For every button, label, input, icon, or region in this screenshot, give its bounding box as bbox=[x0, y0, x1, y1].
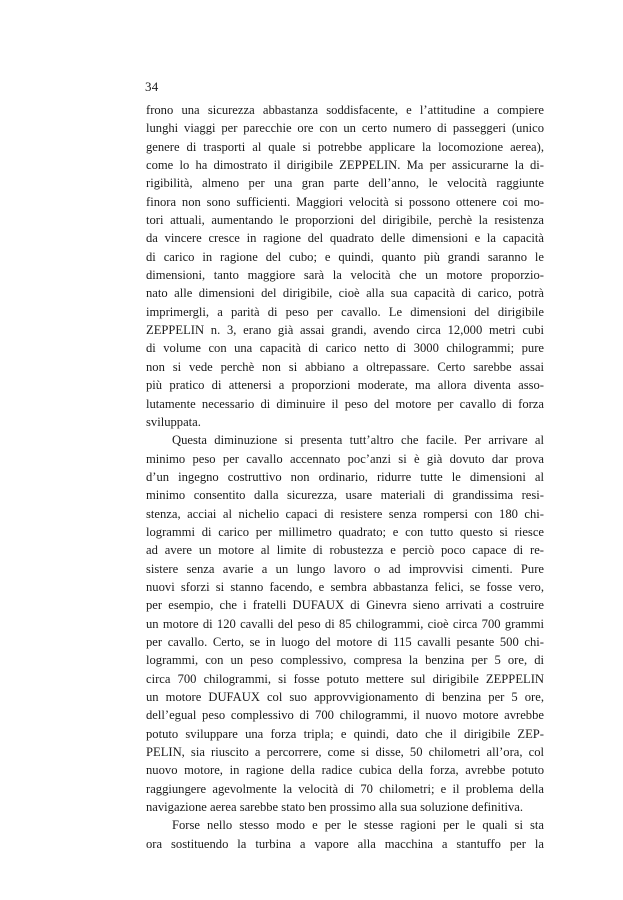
text-line: PELIN, sia riuscito a percorrere, come si disse, 50 chilometri all’ora, col bbox=[146, 745, 544, 760]
text-line: navigazione aerea sarebbe stato ben prossimo alla sua soluzione definitiva. bbox=[146, 800, 523, 815]
text-line: logrammi di carico per millimetro quadrato; e con tutto questo si riesce bbox=[146, 524, 544, 539]
text-line: stenza, acciai al nichelio capaci di resistere senza rompersi con 180 chi- bbox=[146, 506, 544, 521]
text-line: sistere senza avarie a un lungo lavoro o ad improvvisi cimenti. Pure bbox=[146, 561, 544, 576]
text-line: non si vede perchè non si abbiano a oltrepassare. Certo sarebbe assai bbox=[146, 359, 544, 374]
text-line: Questa diminuzione si presenta tutt’altro che facile. Per arrivare al bbox=[172, 433, 544, 448]
text-line: circa 700 chilogrammi, si fosse potuto mettere sul dirigibile ZEPPELIN bbox=[146, 671, 544, 686]
text-line: di carico in ragione del cubo; e quindi, quanto più grandi saranno le bbox=[146, 249, 544, 264]
text-line: come lo ha dimostrato il dirigibile ZEPPELIN. Ma per assicurarne la di- bbox=[146, 158, 544, 173]
text-line: da vincere cresce in ragione del quadrato delle dimensioni e la capacità bbox=[146, 231, 544, 246]
text-line: logrammi, con un peso complessivo, compresa la benzina per 5 ore, di bbox=[146, 653, 544, 668]
text-line: di volume con una capacità di carico netto di 3000 chilogrammi; pure bbox=[146, 341, 544, 356]
text-line: dimensioni, tanto maggiore sarà la velocità che un motore proporzio- bbox=[146, 268, 544, 283]
text-line: nuovo motore, in ragione della radice cubica della forza, avrebbe potuto bbox=[146, 763, 544, 778]
text-line: un motore di 120 cavalli del peso di 85 chilogrammi, cioè circa 700 grammi bbox=[146, 616, 544, 631]
text-line: d’un ingegno costruttivo non ordinario, ridurre tutte le dimensioni al bbox=[146, 469, 544, 484]
text-line: ad avere un motore al limite di robustezza e perciò poco capace di re- bbox=[146, 543, 544, 558]
text-line: raggiungere agevolmente la velocità di 70 chilometri; e il problema della bbox=[146, 781, 544, 796]
text-line: ora sostituendo la turbina a vapore alla macchina a stantuffo per la bbox=[146, 836, 544, 851]
text-line: nato alle dimensioni del dirigibile, cioè alla sua capacità di carico, potrà bbox=[146, 286, 544, 301]
text-line: più pratico di attenersi a proporzioni moderate, ma allora diventa asso- bbox=[146, 378, 544, 393]
text-line: Forse nello stesso modo e per le stesse ragioni per le quali si sta bbox=[172, 818, 544, 833]
text-line: per esempio, che i fratelli DUFAUX di Ginevra sieno arrivati a costruire bbox=[146, 598, 544, 613]
text-line: tori attuali, aumentando le proporzioni del dirigibile, perchè la resistenza bbox=[146, 213, 544, 228]
text-line: potuto sviluppare una forza tripla; e quindi, dato che il dirigibile ZEP- bbox=[146, 726, 544, 741]
text-line: lunghi viaggi per parecchie ore con un certo numero di passeggeri (unico bbox=[146, 121, 544, 136]
text-line: sviluppata. bbox=[146, 414, 201, 429]
text-line: ZEPPELIN n. 3, erano già assai grandi, avendo circa 12,000 metri cubi bbox=[146, 323, 544, 338]
page-number: 34 bbox=[145, 79, 159, 94]
text-line: imprimergli, a parità di peso per cavallo. Le dimensioni del dirigibile bbox=[146, 304, 544, 319]
text-line: genere di trasporti al quale si potrebbe applicare la locomozione aerea), bbox=[146, 139, 544, 154]
text-line: dell’egual peso complessivo di 700 chilogrammi, il nuovo motore avrebbe bbox=[146, 708, 544, 723]
text-line: rigibilità, almeno per una gran parte dell’anno, le velocità raggiunte bbox=[146, 176, 544, 191]
body-text bbox=[146, 101, 544, 853]
text-line: un motore DUFAUX col suo approvvigionamento di benzina per 5 ore, bbox=[146, 690, 544, 704]
text-line: finora non sono sufficienti. Maggiori velocità si possono ottenere coi mo- bbox=[146, 194, 544, 209]
text-line: lutamente necessario di diminuire il peso del motore per cavallo di forza bbox=[146, 396, 544, 411]
text-line: per cavallo. Certo, se in luogo del motore di 115 cavalli pesante 500 chi- bbox=[146, 634, 544, 649]
text-line: nuovi sforzi si stanno facendo, e sembra abbastanza felici, se fosse vero, bbox=[146, 579, 544, 594]
text-line: minimo consentito dalla sicurezza, usare materiali di grandissima resi- bbox=[146, 488, 544, 503]
text-line: minimo peso per cavallo accennato poc’anzi si è già dovuto dar prova bbox=[146, 451, 544, 466]
text-line: frono una sicurezza abbastanza soddisfacente, e l’attitudine a compiere bbox=[146, 103, 544, 117]
